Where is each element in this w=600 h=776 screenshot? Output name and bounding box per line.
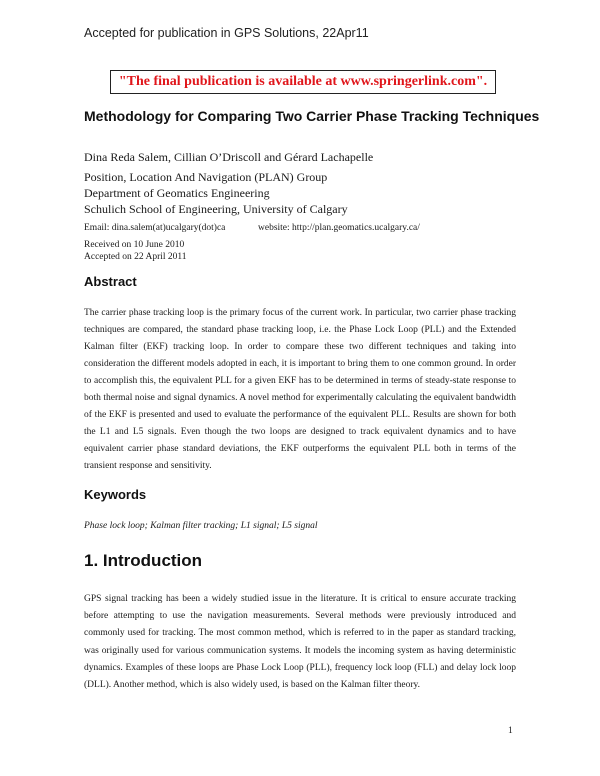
running-header: Accepted for publication in GPS Solutions, 22Apr11	[84, 26, 369, 40]
authors: Dina Reda Salem, Cillian O’Driscoll and Gérard Lachapelle	[84, 150, 374, 164]
abstract-body: The carrier phase tracking loop is the primary focus of the current work. In particular, two carrier phase tracking techniques are compared, the standard phase tracking loop, i.e. the Phase Lock Loop (PLL) and the Extended Kalman filter (EKF) tracking loop. In order to compare these two different techniques and taking into consideration the different models adopted in each, it is important to bring them to one common ground. In order to accomplish this, the equivalent PLL for a given EKF has to be determined in terms of steady-state response to both thermal noise and signal dynamics. A novel method for experimentally calculating the equivalent bandwidth of the EKF is presented and used to evaluate the performance of the equivalent PLL. Results are shown for both the L1 and L5 signals. Even though the two loops are designed to track equivalent dynamics and to have equivalent carrier phase standard deviations, the EKF outperforms the equivalent PLL both in terms of the transient response and sensitivity.	[84, 308, 516, 471]
abstract-heading: Abstract	[84, 274, 137, 289]
keywords-heading: Keywords	[84, 487, 147, 502]
keywords-list: Phase lock loop; Kalman filter tracking; L1 signal; L5 signal	[84, 521, 318, 531]
publication-notice-box	[110, 70, 496, 94]
accepted-date: Accepted on 22 April 2011	[84, 252, 187, 262]
introduction-body: GPS signal tracking has been a widely studied issue in the literature. It is critical to ensure accurate tracking before attempting to use the navigation measurements. Several methods were previously introduced and commonly used for tracking. The most common method, which is referred to in the paper as standard tracking, was originally used for various communication systems. It models the incoming system as having deterministic dynamics. Examples of these loops are Phase Lock Loop (PLL), frequency lock loop (FLL) and delay lock loop (DLL). Another method, which is also widely used, is based on the Kalman filter theory.	[84, 594, 516, 691]
contact-email: Email: dina.salem(at)ucalgary(dot)ca	[84, 223, 226, 233]
received-date: Received on 10 June 2010	[84, 240, 185, 250]
contact-website: website: http://plan.geomatics.ucalgary.ca/	[258, 223, 420, 233]
affiliation-department: Department of Geomatics Engineering	[84, 186, 270, 200]
affiliation-school: Schulich School of Engineering, University of Calgary	[84, 202, 348, 216]
affiliation-group: Position, Location And Navigation (PLAN) Group	[84, 170, 328, 184]
page-number: 1	[508, 726, 513, 736]
section-heading-introduction: 1. Introduction	[84, 551, 203, 570]
publication-notice: "The final publication is available at www.springerlink.com".	[118, 74, 488, 89]
paper-title: Methodology for Comparing Two Carrier Phase Tracking Techniques	[84, 108, 540, 124]
